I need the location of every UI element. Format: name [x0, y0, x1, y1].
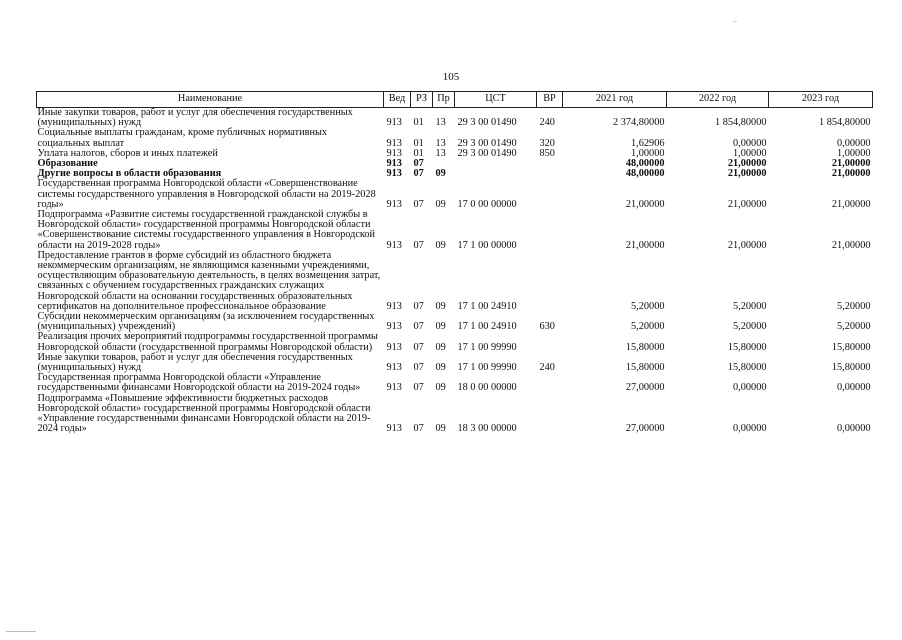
- cell-pr: 13: [435, 147, 446, 159]
- cell-rz: 07: [413, 341, 424, 353]
- cell-2023: 15,80000: [831, 341, 871, 353]
- cell-ved: 913: [386, 158, 402, 170]
- cell-vr: [537, 210, 563, 251]
- cell-rz: 07: [413, 300, 424, 312]
- cell-pr: 09: [435, 423, 446, 435]
- cell-ved: 913: [386, 321, 402, 333]
- cell-rz: 01: [413, 137, 424, 149]
- cell-2023: 15,80000: [831, 362, 871, 374]
- cell-2023: 0,00000: [837, 423, 871, 435]
- cell-name: Образование: [37, 158, 98, 170]
- cell-cst: 29 3 00 01490: [457, 117, 517, 129]
- cell-2021: 48,00000: [625, 168, 665, 180]
- cell-cst: 17 0 00 00000: [457, 198, 517, 210]
- cell-ved: 913: [386, 239, 402, 251]
- cell-2021: 21,00000: [625, 239, 665, 251]
- cell-name: Социальные выплаты гражданам, кроме публичных нормативных социальных выплат: [37, 127, 328, 149]
- cell-2022: 0,00000: [733, 137, 767, 149]
- cell-2022: 15,80000: [727, 341, 767, 353]
- cell-cst: [455, 159, 537, 169]
- cell-2023: 1,00000: [837, 147, 871, 159]
- cell-rz: 07: [413, 198, 424, 210]
- cell-cst: 17 1 00 99990: [457, 362, 517, 374]
- cell-cst: [455, 169, 537, 179]
- cell-ved: 913: [386, 362, 402, 374]
- cell-2021: 2 374,80000: [613, 117, 665, 129]
- cell-cst: 17 1 00 00000: [457, 239, 517, 251]
- cell-ved: 913: [386, 168, 402, 180]
- cell-vr: 630: [539, 321, 555, 333]
- table-row: [37, 251, 873, 312]
- cell-rz: 07: [413, 423, 424, 435]
- cell-2022: 21,00000: [727, 239, 767, 251]
- cell-cst: 29 3 00 01490: [457, 137, 517, 149]
- cell-2021: 27,00000: [625, 382, 665, 394]
- cell-2022: 21,00000: [727, 198, 767, 210]
- cell-pr: 09: [435, 341, 446, 353]
- cell-2022: 21,00000: [727, 168, 767, 180]
- header-cst: ЦСТ: [455, 92, 537, 108]
- cell-vr: 850: [539, 147, 555, 159]
- cell-pr: 09: [435, 168, 446, 180]
- header-2021: 2021 год: [563, 92, 667, 108]
- budget-table: [36, 91, 873, 435]
- cell-2023: 21,00000: [831, 198, 871, 210]
- cell-2023: 1 854,80000: [819, 117, 871, 129]
- cell-2021: 1,00000: [631, 147, 665, 159]
- cell-name: Иные закупки товаров, работ и услуг для обеспечения государственных (муниципальных) нужд: [37, 351, 353, 374]
- table-row: [37, 353, 873, 373]
- cell-2023: 0,00000: [837, 382, 871, 394]
- cell-pr: 13: [435, 137, 446, 149]
- cell-rz: 07: [413, 382, 424, 394]
- cell-ved: 913: [386, 341, 402, 353]
- scan-edge-mark: [6, 631, 36, 632]
- cell-2022: 1 854,80000: [715, 117, 767, 129]
- cell-pr: 09: [435, 198, 446, 210]
- cell-2021: 15,80000: [625, 362, 665, 374]
- cell-name: Предоставление грантов в форме субсидий из областного бюджета некоммерческим организациям, не являющимся казенными учреждениями, осуществляющим образовательную деятельность, в целях возмещения затрат, связанных с обучением государственных гражданских служащих Новгородской области на основании государственных образовательных сертификатов на дополнительное профессиональное образование: [37, 249, 381, 312]
- cell-2022: 5,20000: [733, 300, 767, 312]
- cell-ved: 913: [386, 137, 402, 149]
- scan-mark: [733, 21, 737, 22]
- cell-2023: 0,00000: [837, 137, 871, 149]
- cell-ved: 913: [386, 300, 402, 312]
- header-rz: РЗ: [411, 92, 433, 108]
- cell-name: Другие вопросы в области образования: [37, 168, 222, 180]
- cell-ved: 913: [386, 382, 402, 394]
- cell-cst: 17 1 00 99990: [457, 341, 517, 353]
- cell-2023: 21,00000: [831, 158, 871, 170]
- cell-2021: 15,80000: [625, 341, 665, 353]
- cell-2023: 5,20000: [837, 321, 871, 333]
- cell-name: Субсидии некоммерческим организациям (за исключением государственных (муниципальных) учреждений): [37, 311, 375, 333]
- cell-2021: 27,00000: [625, 423, 665, 435]
- cell-vr: 240: [539, 362, 555, 374]
- cell-ved: 913: [386, 198, 402, 210]
- table-row: [37, 312, 873, 332]
- cell-rz: 07: [413, 239, 424, 251]
- cell-2022: 5,20000: [733, 321, 767, 333]
- cell-rz: 07: [413, 321, 424, 333]
- cell-2021: 1,62906: [631, 137, 665, 149]
- cell-vr: [537, 169, 563, 179]
- header-pr: Пр: [433, 92, 455, 108]
- table-row: [37, 210, 873, 251]
- table-row: [37, 128, 873, 148]
- cell-cst: 18 3 00 00000: [457, 423, 517, 435]
- cell-pr: 09: [435, 300, 446, 312]
- cell-2023: 21,00000: [831, 168, 871, 180]
- header-vr: ВР: [537, 92, 563, 108]
- cell-name: Подпрограмма «Развитие системы государственной гражданской службы в Новгородской области» государственной программы Новгородской области «Совершенствование системы государственного управления в Новгородской области на 2019-2028 годы»: [37, 209, 376, 251]
- cell-cst: 29 3 00 01490: [457, 147, 517, 159]
- cell-vr: [537, 159, 563, 169]
- table-row: [37, 394, 873, 435]
- table-row: [37, 373, 873, 393]
- cell-pr: 13: [435, 117, 446, 129]
- cell-pr: 09: [435, 362, 446, 374]
- cell-name: Реализация прочих мероприятий подпрограммы государственной программы Новгородской области (государственной программы Новгородской области): [37, 331, 378, 353]
- table-row: [37, 108, 873, 129]
- header-2022: 2022 год: [667, 92, 769, 108]
- cell-cst: 17 1 00 24910: [457, 321, 517, 333]
- cell-ved: 913: [386, 117, 402, 129]
- cell-2022: 1,00000: [733, 147, 767, 159]
- cell-vr: [537, 373, 563, 393]
- cell-vr: [537, 332, 563, 352]
- cell-ved: 913: [386, 423, 402, 435]
- cell-vr: 320: [539, 137, 555, 149]
- cell-vr: [537, 394, 563, 435]
- cell-rz: 07: [413, 158, 424, 170]
- page-number: 105: [442, 71, 460, 83]
- cell-pr: 09: [435, 382, 446, 394]
- cell-pr: 09: [435, 321, 446, 333]
- cell-rz: 01: [413, 117, 424, 129]
- cell-2023: 5,20000: [837, 300, 871, 312]
- cell-2023: 21,00000: [831, 239, 871, 251]
- header-ved: Вед: [384, 92, 411, 108]
- cell-2022: 0,00000: [733, 423, 767, 435]
- cell-2022: 0,00000: [733, 382, 767, 394]
- cell-name: Иные закупки товаров, работ и услуг для обеспечения государственных (муниципальных) нужд: [37, 107, 353, 129]
- header-2023: 2023 год: [769, 92, 873, 108]
- table-row: [37, 179, 873, 210]
- cell-pr: 09: [435, 239, 446, 251]
- cell-name: Государственная программа Новгородской области «Управление государственными финансами Новгородской области на 2019-2024 годы»: [37, 372, 361, 394]
- cell-cst: 18 0 00 00000: [457, 382, 517, 394]
- cell-2021: 48,00000: [625, 158, 665, 170]
- table-row: [37, 332, 873, 352]
- table-header-row: [37, 92, 873, 108]
- cell-rz: 07: [413, 168, 424, 180]
- cell-rz: 01: [413, 147, 424, 159]
- header-name: Наименование: [37, 92, 384, 108]
- cell-vr: 240: [539, 117, 555, 129]
- cell-2021: 5,20000: [631, 321, 665, 333]
- cell-vr: [537, 251, 563, 312]
- cell-rz: 07: [413, 362, 424, 374]
- cell-vr: [537, 179, 563, 210]
- table-body: [37, 108, 873, 435]
- cell-ved: 913: [386, 147, 402, 159]
- cell-cst: 17 1 00 24910: [457, 300, 517, 312]
- cell-name: Государственная программа Новгородской области «Совершенствование системы государственного управления в Новгородской области на 2019-2028 годы»: [37, 178, 376, 210]
- cell-2021: 21,00000: [625, 198, 665, 210]
- cell-2021: 5,20000: [631, 300, 665, 312]
- cell-name: Уплата налогов, сборов и иных платежей: [37, 147, 218, 159]
- cell-2022: 21,00000: [727, 158, 767, 170]
- cell-2022: 15,80000: [727, 362, 767, 374]
- cell-name: Подпрограмма «Повышение эффективности бюджетных расходов Новгородской области» государственной программы Новгородской области «Управление государственными финансами Новгородской области на 2019-2024 годы»: [37, 392, 371, 435]
